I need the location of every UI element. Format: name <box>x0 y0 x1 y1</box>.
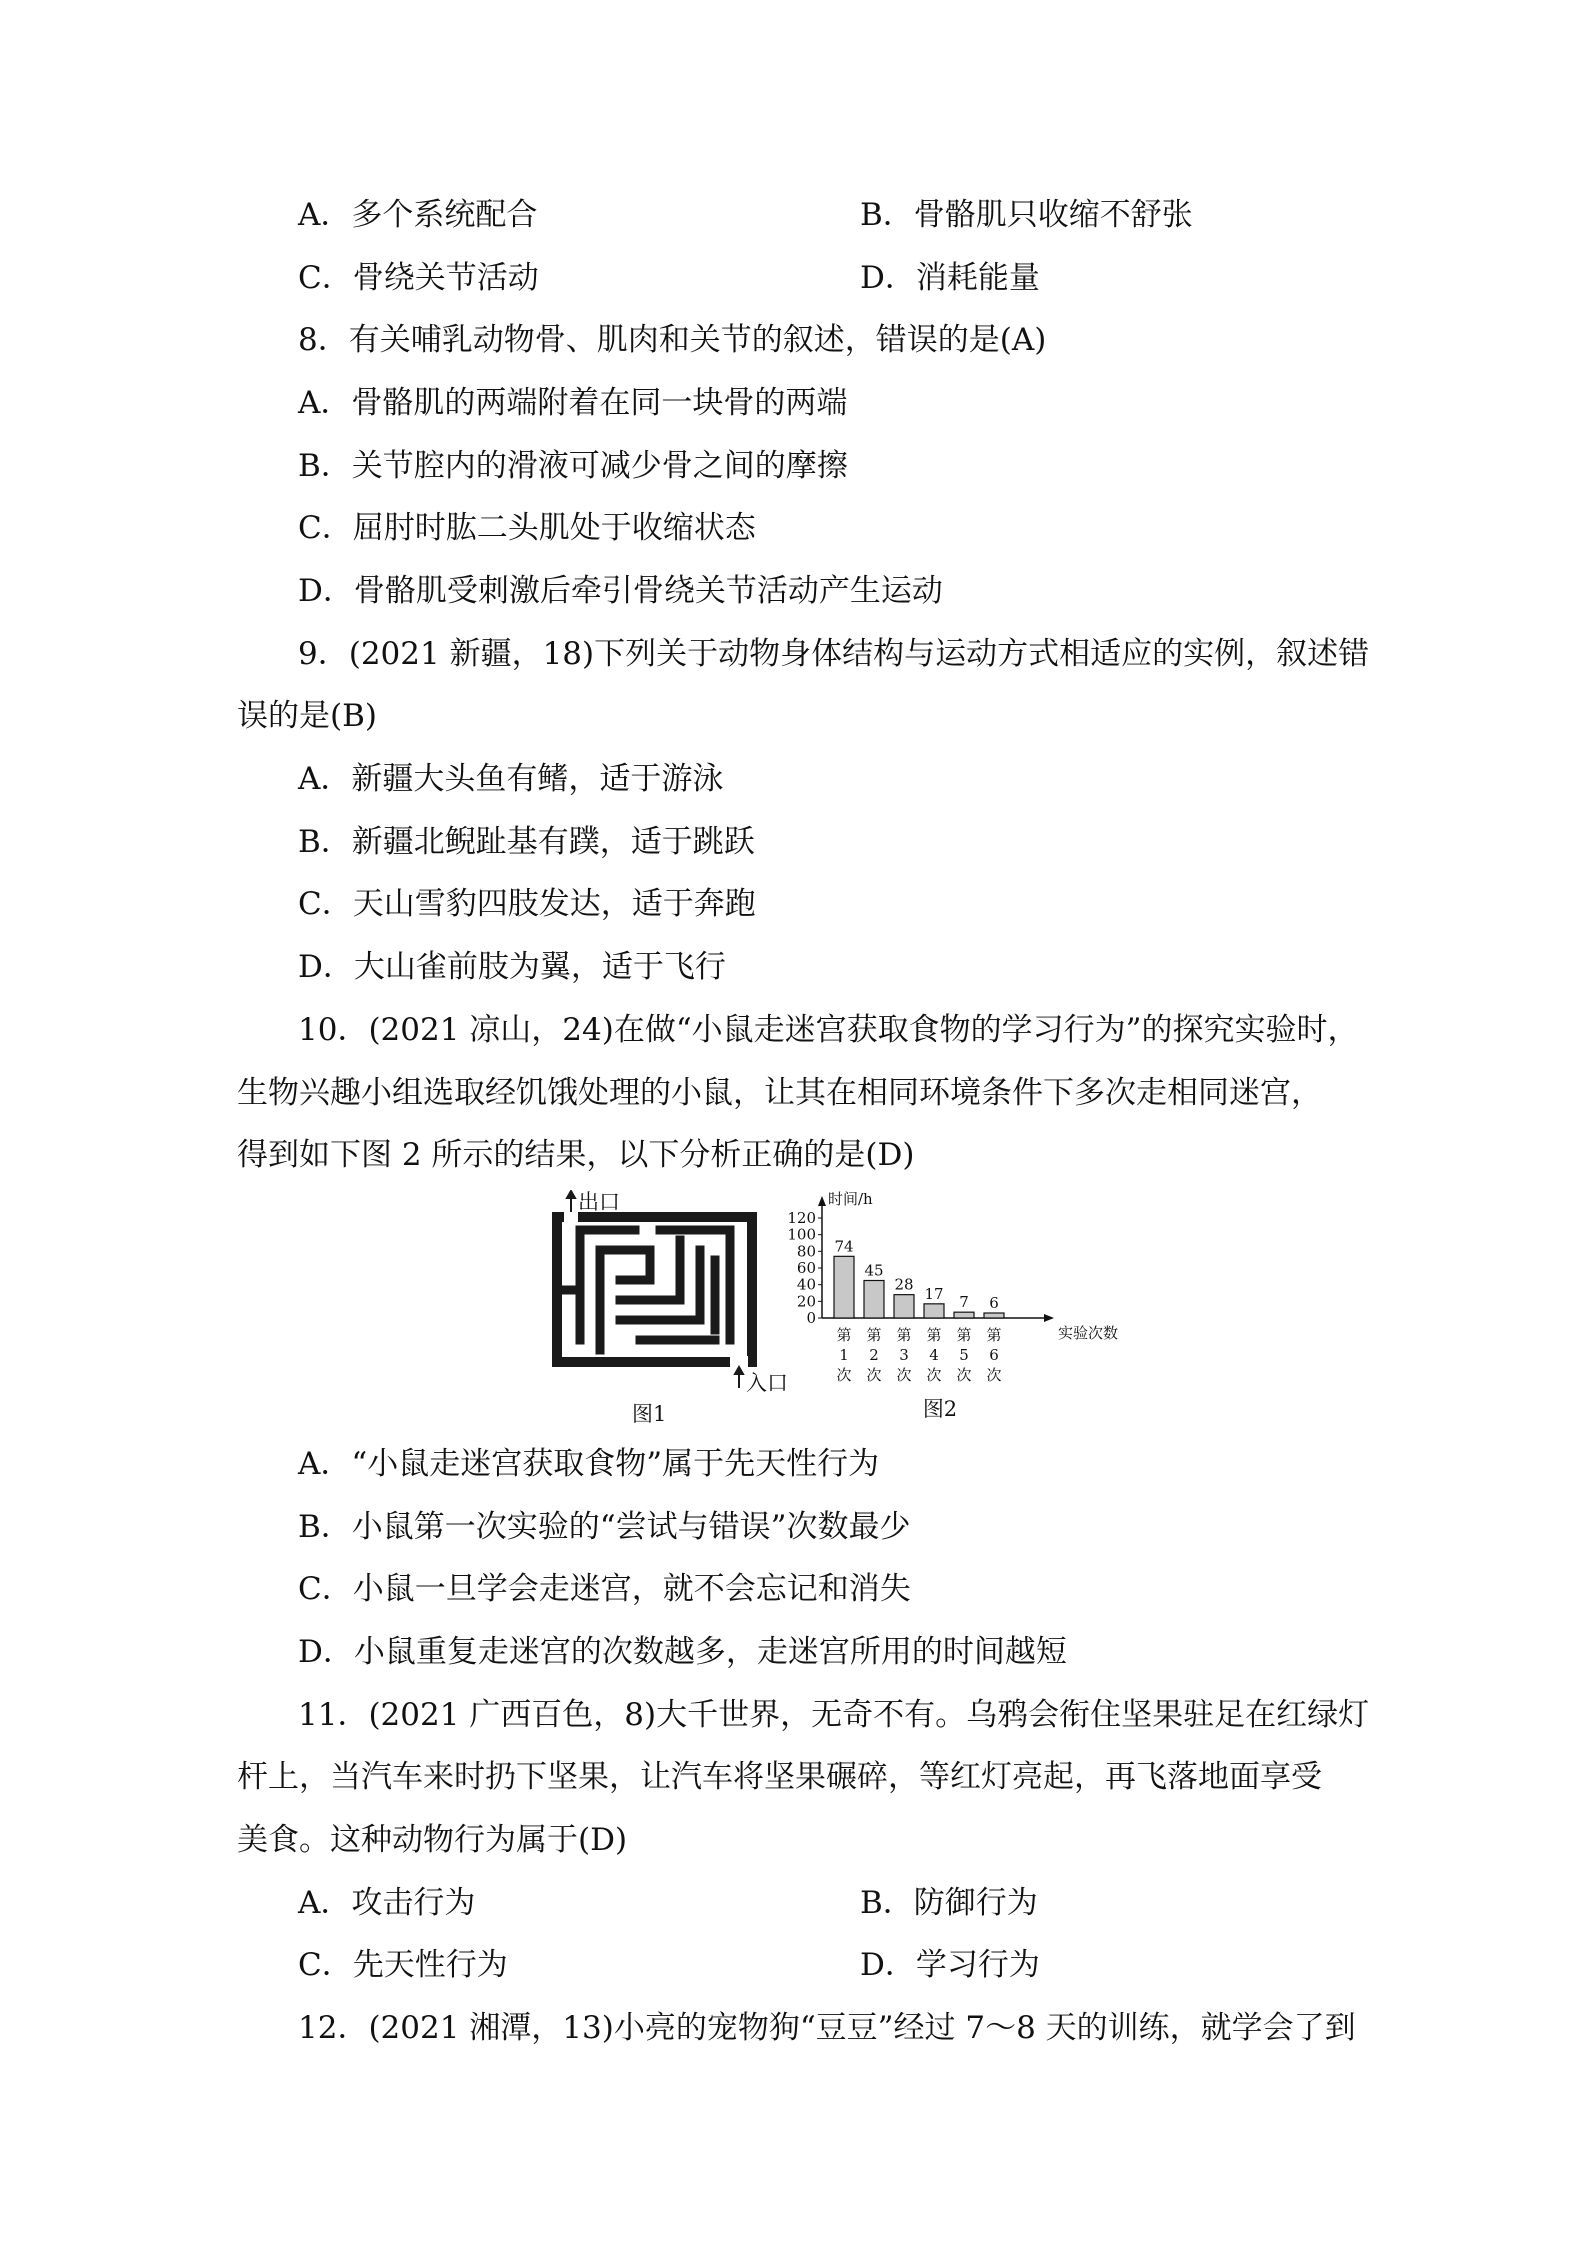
x-tick-label: 2 <box>869 1346 879 1364</box>
x-axis-label: 实验次数 <box>1058 1324 1119 1342</box>
q9-option-a: A．新疆大头鱼有鳍，适于游泳 <box>298 761 724 797</box>
figure2-caption: 图2 <box>922 1397 958 1421</box>
x-tick-label: 1 <box>839 1346 849 1364</box>
y-tick-label: 120 <box>787 1209 816 1227</box>
bar <box>924 1304 944 1318</box>
q8-option-d: D．骨骼肌受刺激后牵引骨绕关节活动产生运动 <box>298 573 943 609</box>
q7-option-d: D．消耗能量 <box>860 260 1040 296</box>
q8-stem: 8．有关哺乳动物骨、肌肉和关节的叙述，错误的是(A) <box>298 322 1047 358</box>
x-tick-label: 6 <box>989 1346 999 1364</box>
q10-stem-line-1: 10．(2021 凉山，24)在做“小鼠走迷宫获取食物的学习行为”的探究实验时， <box>298 1012 1359 1048</box>
x-tick-label: 第 <box>986 1326 1002 1344</box>
data-label: 6 <box>989 1294 999 1312</box>
x-tick-label: 次 <box>866 1366 882 1384</box>
x-tick-label: 4 <box>929 1346 939 1364</box>
bar <box>954 1312 974 1318</box>
q10-figures <box>540 1190 1140 1430</box>
x-axis-arrow <box>1044 1314 1054 1322</box>
q7-option-c: C．骨绕关节活动 <box>298 260 539 296</box>
q8-option-c: C．屈肘时肱二头肌处于收缩状态 <box>298 510 756 546</box>
q9-stem-line-1: 9．(2021 新疆，18)下列关于动物身体结构与运动方式相适应的实例，叙述错 <box>298 636 1370 672</box>
q11-stem-line-2: 杆上，当汽车来时扔下坚果，让汽车将坚果碾碎，等红灯亮起，再飞落地面享受 <box>237 1759 1322 1795</box>
y-axis-arrow <box>818 1196 826 1206</box>
x-tick-label: 第 <box>926 1326 942 1344</box>
q9-stem-line-2: 误的是(B) <box>237 698 377 734</box>
q12-stem-line-1: 12．(2021 湘潭，13)小亮的宠物狗“豆豆”经过 7～8 天的训练，就学会了到 <box>298 2010 1356 2046</box>
x-tick-label: 次 <box>986 1366 1002 1384</box>
q11-option-c: C．先天性行为 <box>298 1947 508 1983</box>
data-label: 45 <box>864 1261 884 1280</box>
q10-option-b: B．小鼠第一次实验的“尝试与错误”次数最少 <box>298 1509 911 1545</box>
q10-option-d: D．小鼠重复走迷宫的次数越多，走迷宫所用的时间越短 <box>298 1634 1067 1670</box>
q11-option-d: D．学习行为 <box>860 1947 1040 1983</box>
maze-entrance-label: 入口 <box>746 1371 788 1395</box>
bar <box>894 1295 914 1318</box>
x-tick-label: 次 <box>926 1366 942 1384</box>
x-tick-label: 次 <box>956 1366 972 1384</box>
x-tick-label: 第 <box>836 1326 852 1344</box>
x-tick-label: 第 <box>866 1326 882 1344</box>
data-label: 7 <box>959 1293 969 1312</box>
maze-figure <box>540 1190 770 1390</box>
data-label: 74 <box>834 1237 854 1256</box>
bar <box>864 1281 884 1319</box>
y-tick-label: 80 <box>796 1242 816 1261</box>
chart-bars <box>834 1256 1004 1318</box>
q9-option-c: C．天山雪豹四肢发达，适于奔跑 <box>298 886 756 922</box>
x-tick-label: 次 <box>836 1366 852 1384</box>
x-tick-label: 3 <box>899 1346 909 1364</box>
y-tick-label: 0 <box>806 1309 816 1327</box>
q7-option-a: A．多个系统配合 <box>298 197 538 233</box>
x-tick-label: 次 <box>896 1366 912 1384</box>
q10-stem-line-3: 得到如下图 2 所示的结果，以下分析正确的是(D) <box>237 1137 915 1173</box>
q11-option-b: B．防御行为 <box>860 1885 1038 1921</box>
q9-option-d: D．大山雀前肢为翼，适于飞行 <box>298 949 726 985</box>
y-axis-label: 时间/h <box>828 1190 873 1208</box>
x-tick-label: 第 <box>896 1326 912 1344</box>
data-label: 28 <box>894 1275 914 1294</box>
x-tick-label: 第 <box>956 1326 972 1344</box>
y-tick-label: 100 <box>787 1225 816 1244</box>
q11-option-a: A．攻击行为 <box>298 1885 476 1921</box>
y-tick-label: 20 <box>796 1292 816 1311</box>
q8-option-a: A．骨骼肌的两端附着在同一块骨的两端 <box>298 385 848 421</box>
q10-option-c: C．小鼠一旦学会走迷宫，就不会忘记和消失 <box>298 1571 911 1607</box>
x-tick-label: 5 <box>959 1346 969 1364</box>
bar <box>834 1256 854 1318</box>
bar-chart <box>780 1190 1140 1430</box>
q11-stem-line-3: 美食。这种动物行为属于(D) <box>237 1822 628 1858</box>
bar <box>984 1313 1004 1318</box>
figure1-caption: 图1 <box>632 1402 667 1426</box>
q10-stem-line-2: 生物兴趣小组选取经饥饿处理的小鼠，让其在相同环境条件下多次走相同迷宫， <box>237 1075 1322 1111</box>
q10-option-a: A．“小鼠走迷宫获取食物”属于先天性行为 <box>298 1446 880 1482</box>
q11-stem-line-1: 11．(2021 广西百色，8)大千世界，无奇不有。乌鸦会衔住坚果驻足在红绿灯 <box>298 1697 1370 1733</box>
maze-exit-label: 出口 <box>578 1190 620 1214</box>
q8-option-b: B．关节腔内的滑液可减少骨之间的摩擦 <box>298 448 848 484</box>
q7-option-b: B．骨骼肌只收缩不舒张 <box>860 197 1193 233</box>
data-label: 17 <box>924 1284 944 1303</box>
q9-option-b: B．新疆北鲵趾基有蹼，适于跳跃 <box>298 824 755 860</box>
y-tick-label: 60 <box>796 1259 816 1277</box>
y-tick-label: 40 <box>796 1275 816 1294</box>
